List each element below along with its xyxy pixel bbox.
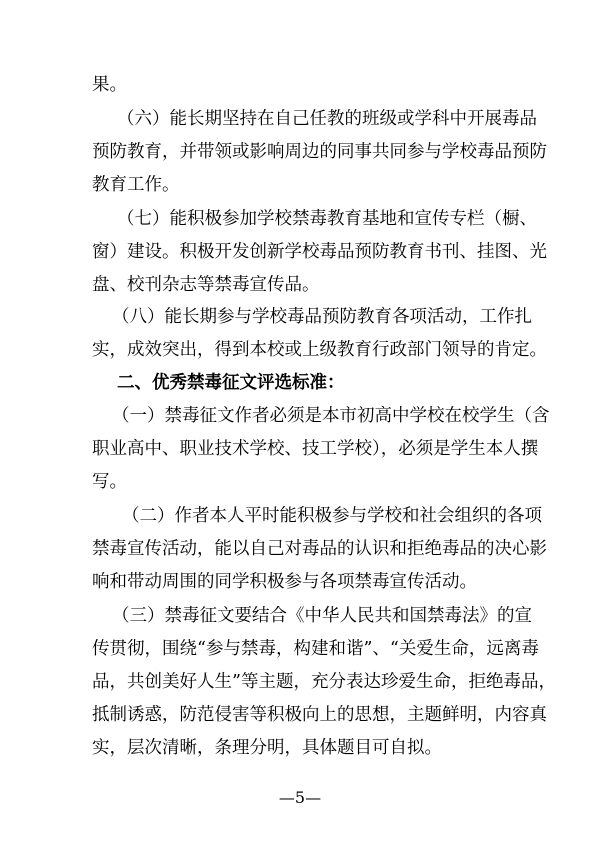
section-heading: 二、优秀禁毒征文评选标准： <box>117 373 345 393</box>
text-line: 响和带动周围的同学积极参与各项禁毒宣传活动。 <box>92 572 477 592</box>
page-number: —5— <box>278 788 322 807</box>
text-line: 品，共创美好人生”等主题，充分表达珍爱生命，拒绝毒品， <box>92 672 556 692</box>
text-line: 职业高中、职业技术学校、技工学校），必须是学生本人撰 <box>92 439 539 459</box>
text-line: （六）能长期坚持在自己任教的班级或学科中开展毒品 <box>117 109 537 129</box>
text-line: 传贯彻，围绕“参与禁毒，构建和谐”、“关爱生命，远离毒 <box>92 639 539 659</box>
text-line: （七）能积极参加学校禁毒教育基地和宣传专栏（橱、 <box>117 209 537 229</box>
text-line: 果。 <box>92 75 127 95</box>
text-line: 教育工作。 <box>92 175 180 195</box>
text-line: 禁毒宣传活动，能以自己对毒品的认识和拒绝毒品的决心影 <box>92 539 547 559</box>
text-line: 实，成效突出，得到本校或上级教育行政部门领导的肯定。 <box>92 340 547 360</box>
text-line: 抵制诱惑，防范侵害等积极向上的思想，主题鲜明，内容真 <box>92 705 547 725</box>
text-line: 实，层次清晰，条理分明，具体题目可自拟。 <box>92 738 442 758</box>
text-line: 盘、校刊杂志等禁毒宣传品。 <box>92 275 320 295</box>
text-line: （二）作者本人平时能积极参与学校和社会组织的各项 <box>122 506 542 526</box>
text-line: 写。 <box>92 472 127 492</box>
text-line: 窗）建设。积极开发创新学校毒品预防教育书刊、挂图、光 <box>92 242 547 262</box>
text-line: （三）禁毒征文要结合《中华人民共和国禁毒法》的宣 <box>112 606 532 626</box>
text-line: （一）禁毒征文作者必须是本市初高中学校在校学生（含 <box>112 406 550 426</box>
text-line: 预防教育，并带领或影响周边的同事共同参与学校毒品预防 <box>92 142 547 162</box>
text-line: （八）能长期参与学校毒品预防教育各项活动，工作扎 <box>112 307 532 327</box>
